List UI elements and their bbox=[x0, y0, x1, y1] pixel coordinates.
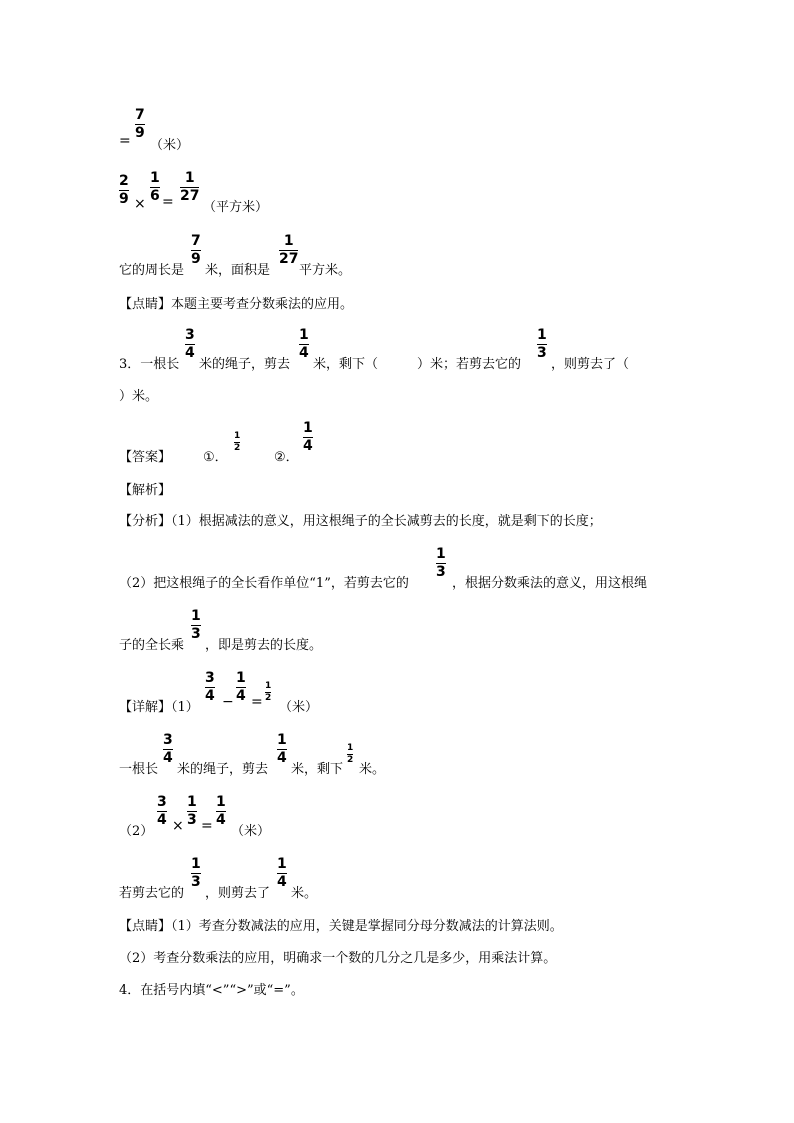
fraction-numerator: 7 bbox=[191, 233, 201, 249]
question-3-text: ）米。 bbox=[119, 389, 159, 404]
fraction-numerator: 1 bbox=[184, 170, 195, 186]
fraction-denominator: 3 bbox=[436, 564, 446, 580]
fraction-denominator: 6 bbox=[150, 188, 160, 204]
fraction-denominator: 2 bbox=[265, 693, 272, 703]
fraction-numerator: 1 bbox=[191, 608, 201, 624]
answer-marker-1: ①． bbox=[203, 450, 228, 465]
fraction-1-2 bbox=[347, 744, 353, 765]
fraction-1-4 bbox=[236, 671, 246, 704]
fraction-numerator: 1 bbox=[216, 794, 226, 810]
fraction-numerator: 1 bbox=[236, 670, 246, 686]
fraction-1-3 bbox=[191, 857, 201, 890]
times-sign: × bbox=[172, 818, 184, 834]
detail-part-2-label: （2） bbox=[119, 824, 154, 839]
summary-note: 【点睛】本题主要考查分数乘法的应用。 bbox=[119, 297, 354, 312]
fraction-7-9 bbox=[135, 108, 145, 141]
question-3-text: 米，剩下（ ）米；若剪去它的 bbox=[313, 357, 522, 372]
minus-sign: − bbox=[222, 694, 234, 710]
area-text: 米，面积是 bbox=[205, 263, 271, 278]
fraction-numerator: 1 bbox=[436, 546, 446, 562]
fraction-denominator: 2 bbox=[234, 443, 241, 453]
equals-sign: = bbox=[251, 694, 263, 710]
fraction-numerator: 1 bbox=[191, 856, 201, 872]
fraction-1-2 bbox=[265, 682, 271, 703]
fraction-denominator: 4 bbox=[163, 750, 173, 766]
fraction-1-4 bbox=[277, 733, 287, 766]
fraction-3-4 bbox=[163, 733, 173, 766]
fraction-denominator: 4 bbox=[277, 750, 287, 766]
fraction-numerator: 1 bbox=[277, 856, 287, 872]
fraction-denominator: 4 bbox=[277, 874, 287, 890]
unit-text: （米） bbox=[279, 700, 319, 715]
fraction-denominator: 4 bbox=[303, 438, 313, 454]
question-3-text: 米的绳子，剪去 bbox=[199, 357, 291, 372]
analysis-line-3: ，即是剪去的长度。 bbox=[205, 638, 323, 653]
fraction-numerator: 3 bbox=[205, 670, 215, 686]
fraction-numerator: 1 bbox=[234, 431, 241, 441]
key-point-line-2: （2）考查分数乘法的应用，明确求一个数的几分之几是多少，用乘法计算。 bbox=[119, 951, 557, 966]
unit-text: （平方米） bbox=[203, 200, 269, 215]
unit-text: （米） bbox=[231, 824, 271, 839]
analysis-line-2: ，根据分数乘法的意义，用这根绳 bbox=[452, 576, 648, 591]
question-3-text: 3．一根长 bbox=[119, 357, 180, 372]
answer-label: 【答案】 bbox=[119, 450, 172, 465]
equals-sign: = bbox=[201, 818, 213, 834]
fraction-denominator: 4 bbox=[185, 345, 195, 361]
fraction-3-4 bbox=[157, 795, 167, 828]
fraction-denominator: 3 bbox=[187, 812, 197, 828]
fraction-denominator: 4 bbox=[205, 688, 215, 704]
fraction-numerator: 3 bbox=[185, 327, 195, 343]
detail-sentence-2: 若剪去它的 bbox=[119, 886, 185, 901]
analysis-heading: 【解析】 bbox=[119, 483, 172, 498]
fraction-denominator: 4 bbox=[157, 812, 167, 828]
fraction-denominator: 2 bbox=[347, 755, 354, 765]
detail-sentence-1: 米的绳子，剪去 bbox=[177, 762, 269, 777]
fraction-numerator: 1 bbox=[187, 794, 197, 810]
fraction-numerator: 3 bbox=[157, 794, 167, 810]
fraction-denominator: 3 bbox=[191, 874, 201, 890]
fraction-denominator: 4 bbox=[299, 345, 309, 361]
fraction-denominator: 3 bbox=[191, 626, 201, 642]
fraction-denominator: 9 bbox=[119, 191, 129, 207]
question-3-text: ，则剪去了（ bbox=[551, 357, 630, 372]
equals-sign: = bbox=[119, 133, 131, 149]
times-sign: × bbox=[134, 196, 146, 212]
detail-sentence-2: 米。 bbox=[291, 886, 318, 901]
equals-sign: = bbox=[162, 194, 174, 210]
fraction-numerator: 1 bbox=[303, 420, 313, 436]
analysis-line-2: （2）把这根绳子的全长看作单位“1”，若剪去它的 bbox=[119, 576, 409, 591]
fraction-numerator: 3 bbox=[163, 732, 173, 748]
fraction-1-4 bbox=[216, 795, 226, 828]
fraction-7-9 bbox=[191, 234, 201, 267]
fraction-1-3 bbox=[187, 795, 197, 828]
fraction-numerator: 1 bbox=[283, 233, 294, 249]
fraction-numerator: 7 bbox=[135, 107, 145, 123]
fraction-2-9 bbox=[119, 174, 129, 207]
fraction-numerator: 1 bbox=[150, 170, 160, 186]
answer-marker-2: ②． bbox=[274, 450, 299, 465]
answer-fraction-1-4 bbox=[303, 421, 313, 454]
fraction-denominator: 27 bbox=[180, 188, 200, 204]
fraction-1-6 bbox=[150, 171, 160, 204]
detail-sentence-1: 一根长 bbox=[119, 762, 159, 777]
detail-label: 【详解】（1） bbox=[119, 700, 199, 715]
detail-sentence-1: 米。 bbox=[359, 762, 386, 777]
question-4-text: 4．在括号内填“<”“>”或“=”。 bbox=[119, 983, 304, 998]
fraction-denominator: 4 bbox=[236, 688, 246, 704]
perimeter-text: 它的周长是 bbox=[119, 263, 185, 278]
fraction-denominator: 9 bbox=[135, 125, 145, 141]
fraction-numerator: 1 bbox=[537, 327, 547, 343]
fraction-numerator: 2 bbox=[119, 173, 129, 189]
fraction-1-3 bbox=[537, 328, 547, 361]
fraction-numerator: 1 bbox=[347, 743, 354, 753]
analysis-line-3: 子的全长乘 bbox=[119, 638, 185, 653]
fraction-denominator: 9 bbox=[191, 251, 201, 267]
analysis-line-1: 【分析】（1）根据减法的意义，用这根绳子的全长减剪去的长度，就是剩下的长度； bbox=[119, 514, 602, 529]
answer-fraction-1-2 bbox=[234, 432, 240, 453]
fraction-denominator: 27 bbox=[279, 251, 299, 267]
fraction-numerator: 1 bbox=[299, 327, 309, 343]
unit-text: （米） bbox=[150, 138, 190, 153]
fraction-numerator: 1 bbox=[265, 681, 272, 691]
key-point-line-1: 【点睛】（1）考查分数减法的应用，关键是掌握同分母分数减法的计算法则。 bbox=[119, 919, 563, 934]
fraction-3-4 bbox=[205, 671, 215, 704]
fraction-1-3 bbox=[436, 547, 446, 580]
unit-text: 平方米。 bbox=[299, 263, 352, 278]
fraction-3-4 bbox=[185, 328, 195, 361]
detail-sentence-1: 米，剩下 bbox=[291, 762, 344, 777]
fraction-1-3 bbox=[191, 609, 201, 642]
fraction-1-4 bbox=[299, 328, 309, 361]
fraction-denominator: 4 bbox=[216, 812, 226, 828]
fraction-1-27 bbox=[279, 234, 298, 267]
fraction-numerator: 1 bbox=[277, 732, 287, 748]
detail-sentence-2: ，则剪去了 bbox=[205, 886, 271, 901]
fraction-1-4 bbox=[277, 857, 287, 890]
fraction-denominator: 3 bbox=[537, 345, 547, 361]
fraction-1-27 bbox=[180, 171, 199, 204]
